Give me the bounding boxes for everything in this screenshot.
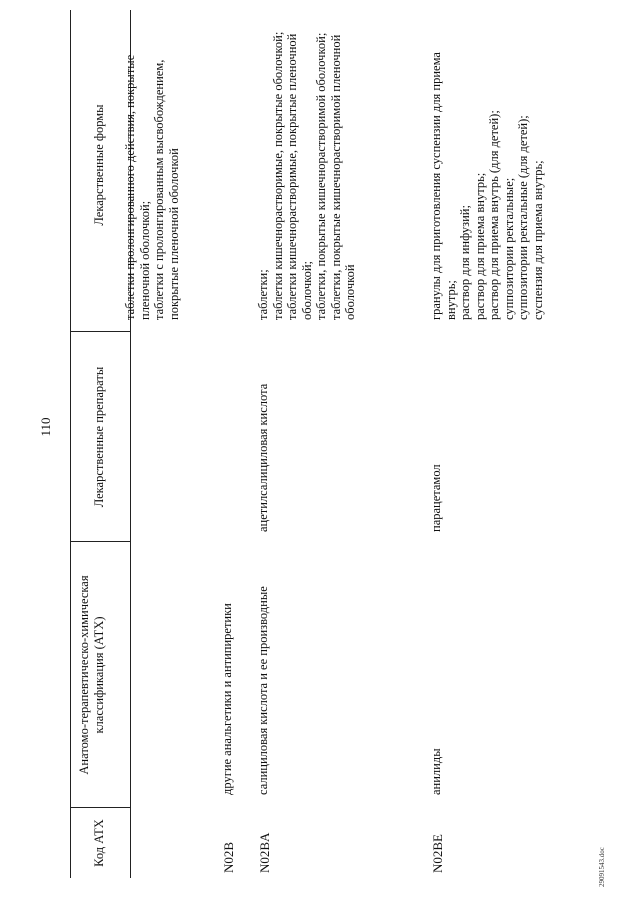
- column-divider-drugs: [70, 331, 130, 332]
- row-classification-n02be: анилиды: [429, 748, 443, 795]
- document-footer: 29091543.doc: [598, 847, 606, 887]
- row-code-n02ba: N02BA: [257, 832, 272, 873]
- row-drug-n02ba: ацетилсалициловая кислота: [256, 383, 270, 532]
- row-forms-n02ba: таблетки; таблетки кишечнорастворимые, покрытые оболочкой; таблетки кишечнорастворимые, покрытые пленочной оболочкой; таблетки, покрытые кишечнорастворимой оболочкой; таблетки, покрытые кишечнорастворимой пленочной оболочкой: [256, 31, 357, 320]
- row-classification-n02ba: салициловая кислота и ее производные: [256, 586, 270, 795]
- row-code-n02b: N02B: [221, 841, 236, 873]
- header-classification: Анатомо-терапевтическо-химическая классификация (АТХ): [77, 575, 106, 775]
- row-classification-n02b: другие анальгетики и антипиретики: [220, 603, 234, 795]
- row-drug-n02be: парацетамол: [429, 464, 443, 532]
- page-number: 110: [38, 417, 53, 437]
- column-divider-classification: [70, 541, 130, 542]
- table-top-border: [70, 10, 71, 878]
- header-drugs: Лекарственные препараты: [92, 366, 106, 508]
- row-forms-n02be: гранулы для приготовления суспензии для приема внутрь; раствор для инфузий; раствор для приема внутрь; раствор для приема внутрь (для детей); суппозитории ректальные; суппозитории ректальные (для детей); суспензия для приема внутрь;: [429, 52, 545, 320]
- header-code: Код АТХ: [92, 819, 106, 867]
- header-forms: Лекарственные формы: [92, 104, 106, 226]
- continued-forms-cell: таблетки пролонгированного действия, покрытые пленочной оболочкой; таблетки с пролонгированным высвобождением, покрытые пленочной оболочкой: [123, 54, 181, 320]
- row-code-n02be: N02BE: [430, 834, 445, 873]
